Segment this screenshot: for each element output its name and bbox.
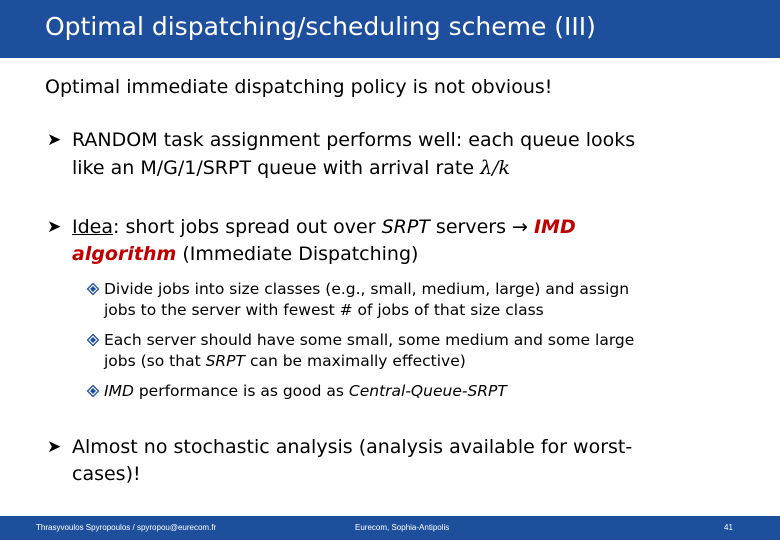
arrow-bullet-icon: ➤ bbox=[47, 130, 62, 150]
bullet2-text3: (Immediate Dispatching) bbox=[176, 243, 419, 265]
intro-text: Optimal immediate dispatching policy is not obvious! bbox=[45, 76, 553, 98]
sub3-central-queue-term: Central-Queue-SRPT bbox=[348, 382, 507, 400]
footer-page-number: 41 bbox=[724, 523, 733, 532]
sub3-line1 bbox=[104, 381, 507, 402]
bullet2-text1: : short jobs spread out over bbox=[113, 216, 382, 238]
sub3-line1-b: performance is as good as bbox=[133, 382, 349, 400]
sub1-line1: Divide jobs into size classes (e.g., small, medium, large) and assign bbox=[104, 280, 630, 298]
idea-label: Idea bbox=[72, 216, 113, 238]
sub2-line2-a: jobs (so that bbox=[104, 352, 206, 370]
sub3-imd-term: IMD bbox=[104, 382, 134, 400]
sub2-line1: Each server should have some small, some medium and some large bbox=[104, 331, 635, 349]
sub2-line2-b: can be maximally effective) bbox=[245, 352, 466, 370]
algorithm-term: algorithm bbox=[72, 243, 177, 265]
diamond-bullet-icon bbox=[87, 334, 99, 346]
diamond-bullet-icon bbox=[87, 385, 99, 397]
footer-bar bbox=[0, 516, 780, 540]
imd-term: IMD bbox=[533, 216, 576, 238]
title-bar bbox=[0, 0, 780, 58]
bullet1-line1: RANDOM task assignment performs well: each queue looks bbox=[72, 129, 636, 151]
bullet1-line2-text: like an M/G/1/SRPT queue with arrival rate bbox=[72, 157, 481, 179]
arrival-rate-math: λ/k bbox=[480, 157, 511, 179]
srpt-term: SRPT bbox=[381, 216, 430, 238]
footer-author: Thrasyvoulos Spyropoulos / spyropou@eurecom.fr bbox=[36, 523, 217, 532]
footer-venue: Eurecom, Sophia-Antipolis bbox=[355, 523, 450, 532]
bullet3-line2: cases)! bbox=[72, 463, 141, 485]
sub1-line2: jobs to the server with fewest # of jobs of that size class bbox=[104, 301, 544, 319]
bullet2-line2 bbox=[72, 242, 418, 267]
arrow-bullet-icon: ➤ bbox=[47, 217, 62, 237]
bullet3-line1: Almost no stochastic analysis (analysis available for worst- bbox=[72, 436, 633, 458]
arrow-bullet-icon: ➤ bbox=[47, 437, 62, 457]
sub2-srpt-term: SRPT bbox=[205, 352, 246, 370]
bullet2-text2: servers → bbox=[429, 216, 534, 238]
bullet2-line1 bbox=[72, 215, 576, 240]
slide-title: Optimal dispatching/scheduling scheme (III) bbox=[45, 12, 596, 41]
bullet1-line2 bbox=[72, 156, 510, 181]
diamond-bullet-icon bbox=[87, 283, 99, 295]
sub2-line2 bbox=[104, 351, 466, 372]
